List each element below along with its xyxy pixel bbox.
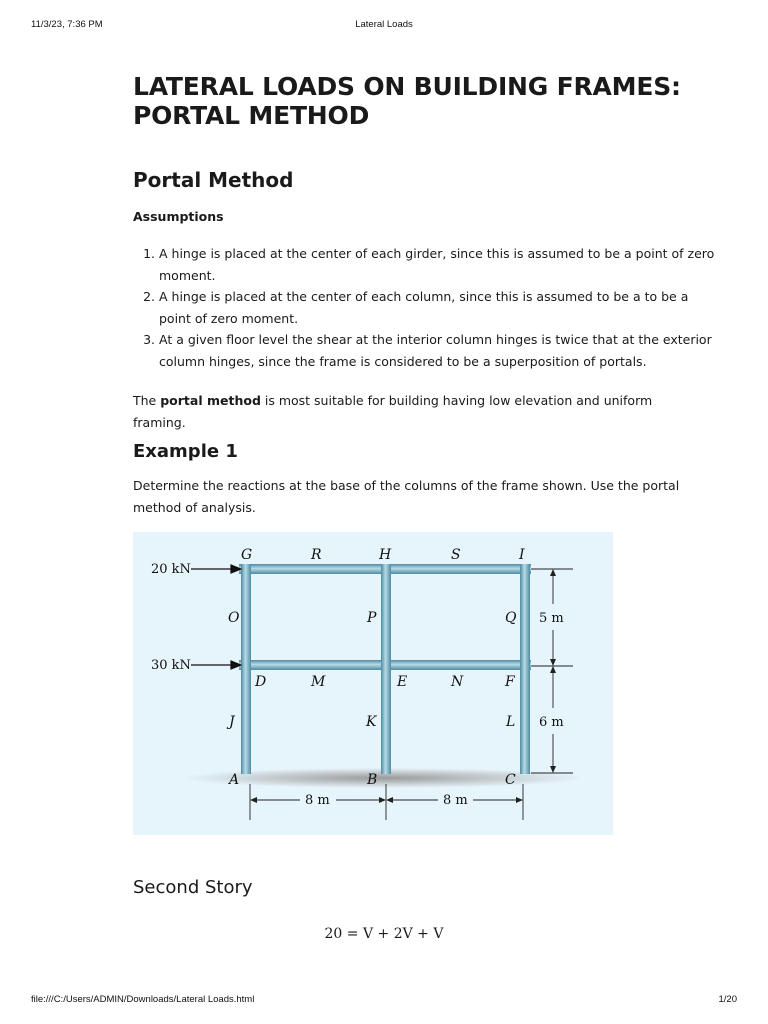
label-C: C [505,772,516,788]
label-O: O [228,610,240,626]
label-F: F [505,674,515,690]
frame-figure [133,532,613,835]
print-page-number: 1/20 [718,994,737,1005]
label-K: K [366,714,377,730]
section-heading-portal-method: Portal Method [133,168,294,192]
assumption-item: 2. A hinge is placed at the center of each column, since this is assumed to be a to be a point of zero moment. [159,286,719,329]
dim-top-story-label: 5 m [539,611,564,626]
print-url: file:///C:/Users/ADMIN/Downloads/Lateral Loads.html [31,994,255,1005]
horizontal-dimensions [250,784,523,820]
print-title: Lateral Loads [355,19,413,30]
column-left [241,564,251,774]
dim-left-bay-label: 8 m [305,793,330,808]
top-load-label: 20 kN [151,562,191,577]
summary-paragraph [133,390,693,434]
page-title [133,72,693,130]
label-M: M [311,674,326,690]
label-I: I [519,547,525,563]
assumption-item: 3. At a given floor level the shear at the interior column hinges is twice that at the exterior column hinges, since the frame is considered to be a superposition of portals. [159,329,719,372]
label-D: D [255,674,267,690]
label-A: A [229,772,240,788]
label-L: L [506,714,516,730]
label-R: R [311,547,322,563]
label-G: G [241,547,253,563]
label-B: B [367,772,378,788]
label-H: H [379,547,392,563]
summary-bold: portal method [160,393,261,408]
print-datetime: 11/3/23, 7:36 PM [31,19,103,30]
page-title-line2: PORTAL METHOD [133,101,370,130]
label-E: E [397,674,408,690]
label-N: N [451,674,464,690]
second-story-heading: Second Story [133,877,253,898]
example-text: Determine the reactions at the base of the columns of the frame shown. Use the portal method of analysis. [133,478,680,515]
example-heading: Example 1 [133,441,238,462]
assumptions-label: Assumptions [133,209,224,224]
column-right [520,564,530,774]
assumption-item: 1. A hinge is placed at the center of each girder, since this is assumed to be a point of zero moment. [159,243,719,286]
dim-bottom-story-label: 6 m [539,715,564,730]
column-middle [381,564,391,774]
summary-prefix: The [133,393,161,408]
dim-right-bay-label: 8 m [443,793,468,808]
label-P: P [367,610,377,626]
assumptions-list [133,243,719,372]
equation: 20 = V + 2V + V [324,926,444,942]
label-Q: Q [505,610,517,626]
mid-load-label: 30 kN [151,658,191,673]
label-S: S [451,547,461,563]
frame-diagram [133,532,613,835]
summary-suffix: is most suitable for building having low elevation and uniform framing. [133,393,653,430]
page-title-line1: LATERAL LOADS ON BUILDING FRAMES: [133,72,681,101]
label-J: J [229,714,235,730]
